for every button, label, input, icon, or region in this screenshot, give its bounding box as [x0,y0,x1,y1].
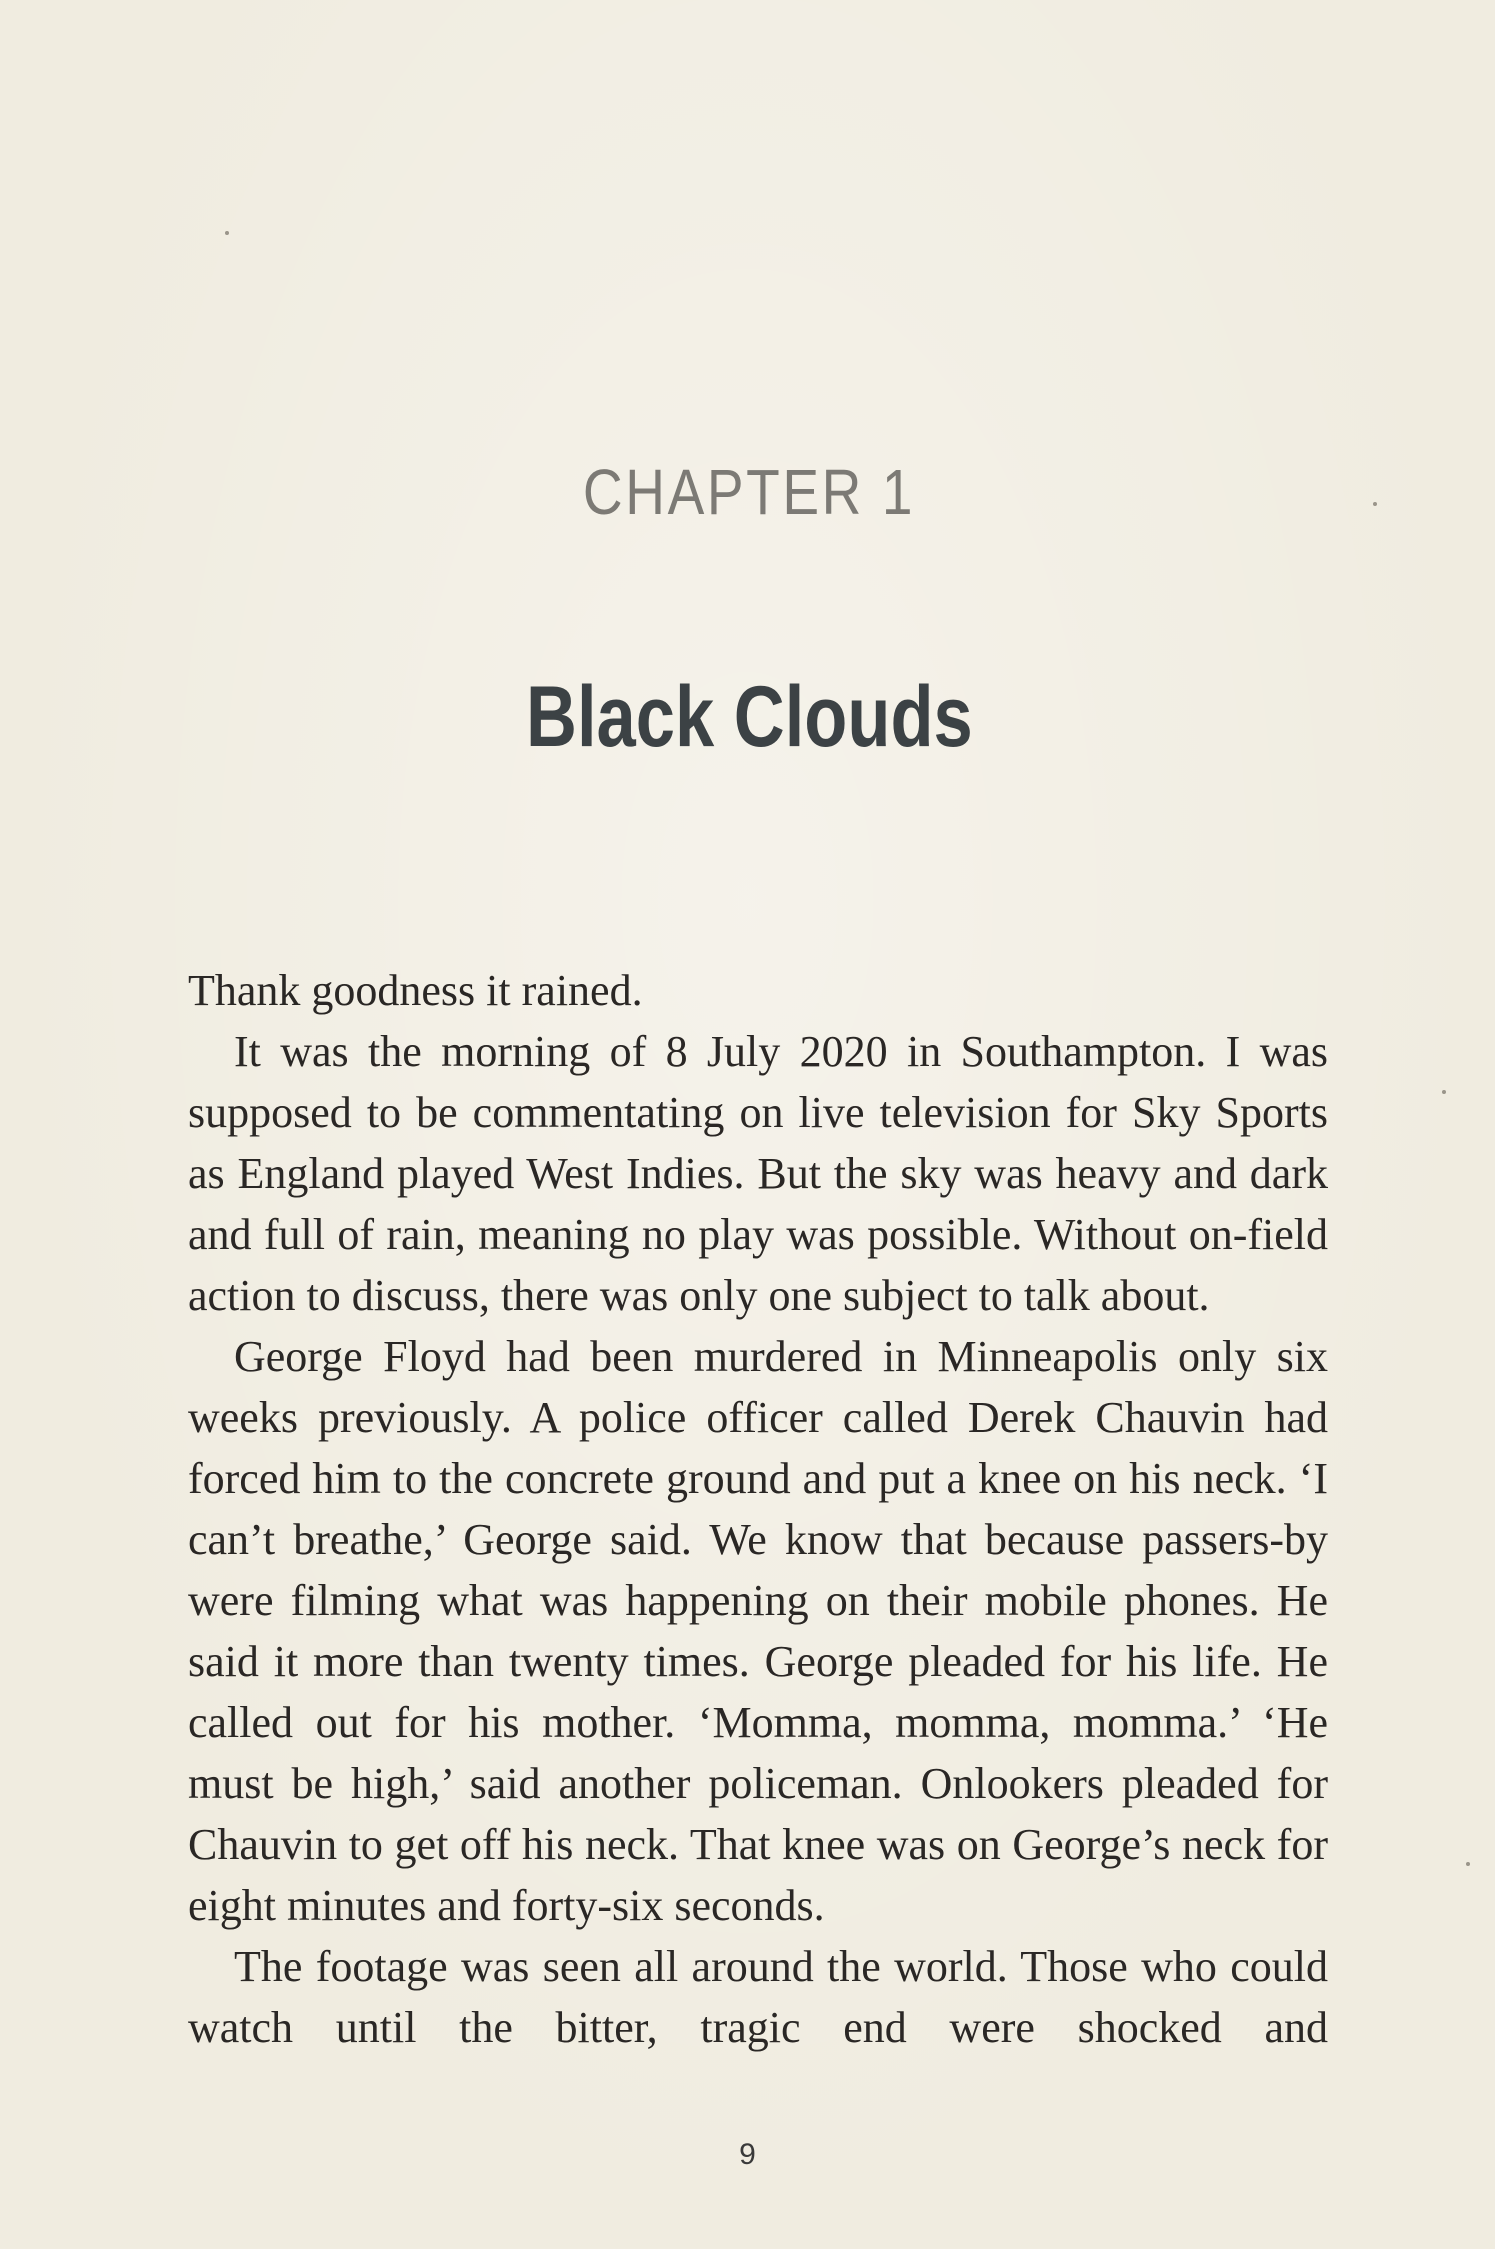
paper-speck [225,231,229,235]
paragraph: The footage was seen all around the world. Those who could watch until the bitter, tragic end were shocked and [188,1942,1328,2052]
chapter-title: Black Clouds [526,669,973,765]
paper-speck [1442,1090,1446,1094]
page-number: 9 [739,2138,756,2171]
paper-speck [1373,502,1377,506]
paper-speck [1466,1862,1470,1866]
chapter-number: CHAPTER 1 [582,456,916,528]
paragraph: Thank goodness it rained. [188,966,643,1015]
chapter-body [188,960,1328,2058]
paragraph: It was the morning of 8 July 2020 in Southampton. I was supposed to be commentating on live television for Sky Sports as England played West Indies. But the sky was heavy and dark and full of rain, meaning no play was possible. Without on-field action to discuss, there was only one subject to talk about. [188,1027,1328,1320]
paragraph: George Floyd had been murdered in Minneapolis only six weeks previously. A police officer called Derek Chauvin had forced him to the concrete ground and put a knee on his neck. ‘I can’t breathe,’ George said. We know that because passers-by were filming what was happening on their mobile phones. He said it more than twenty times. George pleaded for his life. He called out for his mother. ‘Momma, momma, momma.’ ‘He must be high,’ said another policeman. Onlookers pleaded for Chauvin to get off his neck. That knee was on George’s neck for eight minutes and forty-six seconds. [188,1332,1328,1930]
